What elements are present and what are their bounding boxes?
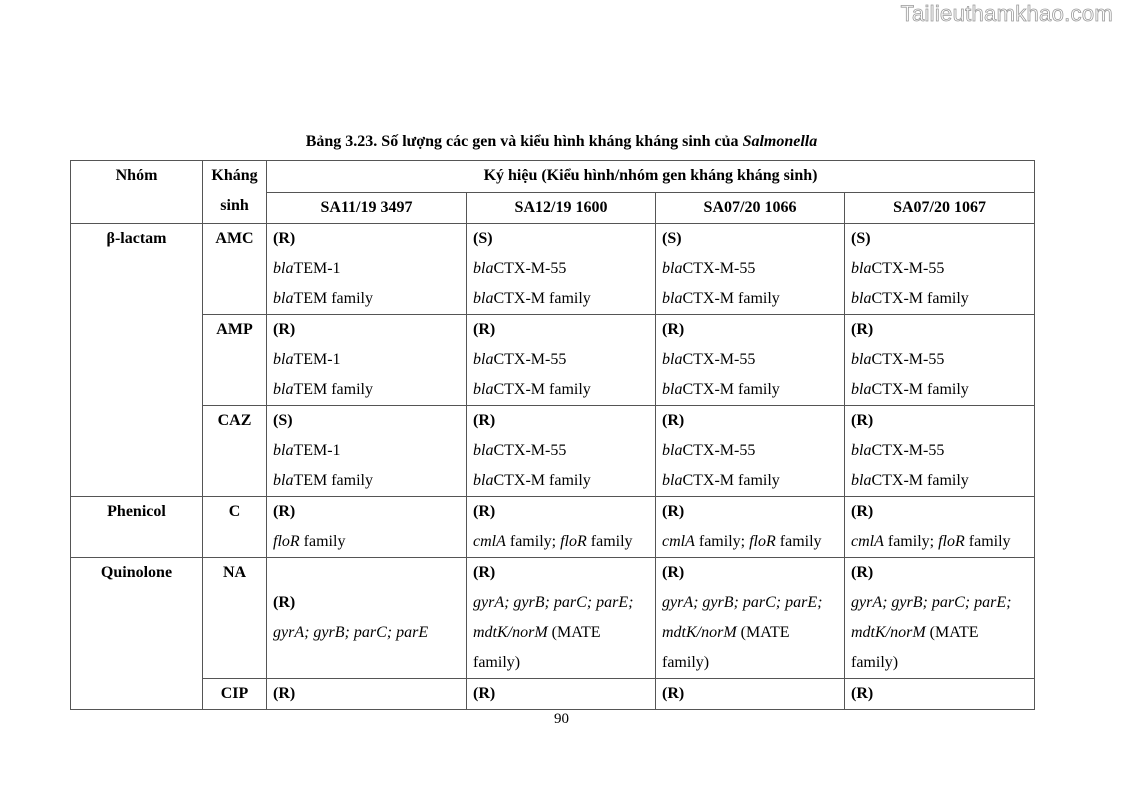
antibiotic-caz: CAZ: [203, 406, 267, 497]
table-cell: (S) blaCTX-M-55 blaCTX-M family: [656, 224, 845, 315]
header-symbol: Ký hiệu (Kiểu hình/nhóm gen kháng kháng sinh): [267, 161, 1035, 193]
antibiotic-cip: CIP: [203, 679, 267, 710]
table-row-caz: [71, 406, 1035, 497]
table-cell: (R) blaCTX-M-55 blaCTX-M family: [467, 315, 656, 406]
table-row-cip: [71, 679, 1035, 710]
antibiotic-amp: AMP: [203, 315, 267, 406]
header-row: [71, 161, 1035, 193]
table-cell: (R) gyrA; gyrB; parC; parE; mdtK/norM (MATE family): [845, 558, 1035, 679]
table-cell: (R) cmlA family; floR family: [845, 497, 1035, 558]
table-cell: (S) blaCTX-M-55 blaCTX-M family: [467, 224, 656, 315]
table-row-na: [71, 558, 1035, 679]
table-cell: (R) blaCTX-M-55 blaCTX-M family: [845, 406, 1035, 497]
strain-header: SA12/19 1600: [467, 193, 656, 224]
group-quinolone: Quinolone: [71, 558, 203, 710]
group-beta-lactam: β-lactam: [71, 224, 203, 497]
table-cell: (R) blaCTX-M-55 blaCTX-M family: [845, 315, 1035, 406]
antibiotic-amc: AMC: [203, 224, 267, 315]
table-cell: (R): [656, 679, 845, 710]
table-cell: (R): [845, 679, 1035, 710]
group-phenicol: Phenicol: [71, 497, 203, 558]
table-row-amc: [71, 224, 1035, 315]
table-cell: (R) gyrA; gyrB; parC; parE; mdtK/norM (MATE family): [467, 558, 656, 679]
antibiotic-c: C: [203, 497, 267, 558]
strain-header: SA07/20 1066: [656, 193, 845, 224]
strain-header: SA07/20 1067: [845, 193, 1035, 224]
table-cell: (R) blaTEM-1 blaTEM family: [267, 224, 467, 315]
table-row-amp: [71, 315, 1035, 406]
table-cell: (R) gyrA; gyrB; parC; parE: [267, 558, 467, 679]
header-group: Nhóm: [71, 161, 203, 224]
table-cell: (R) blaCTX-M-55 blaCTX-M family: [656, 406, 845, 497]
table-cell: (R) floR family: [267, 497, 467, 558]
antibiotic-na: NA: [203, 558, 267, 679]
header-antibiotic: Kháng sinh: [203, 161, 267, 224]
table-cell: (R) blaCTX-M-55 blaCTX-M family: [656, 315, 845, 406]
table-cell: (S) blaCTX-M-55 blaCTX-M family: [845, 224, 1035, 315]
table-cell: (S) blaTEM-1 blaTEM family: [267, 406, 467, 497]
table-cell: (R) gyrA; gyrB; parC; parE; mdtK/norM (MATE family): [656, 558, 845, 679]
strain-header: SA11/19 3497: [267, 193, 467, 224]
table-cell: (R): [467, 679, 656, 710]
table-row-c: [71, 497, 1035, 558]
table-caption: Bảng 3.23. Số lượng các gen và kiểu hình kháng kháng sinh của Salmonella: [305, 133, 818, 150]
watermark: Tailieuthamkhao.com: [900, 1, 1113, 26]
page-number: 90: [554, 711, 569, 727]
table-cell: (R) blaTEM-1 blaTEM family: [267, 315, 467, 406]
table-cell: (R) blaCTX-M-55 blaCTX-M family: [467, 406, 656, 497]
resistance-table: [70, 160, 1035, 710]
table-cell: (R): [267, 679, 467, 710]
table-cell: (R) cmlA family; floR family: [656, 497, 845, 558]
table-cell: (R) cmlA family; floR family: [467, 497, 656, 558]
